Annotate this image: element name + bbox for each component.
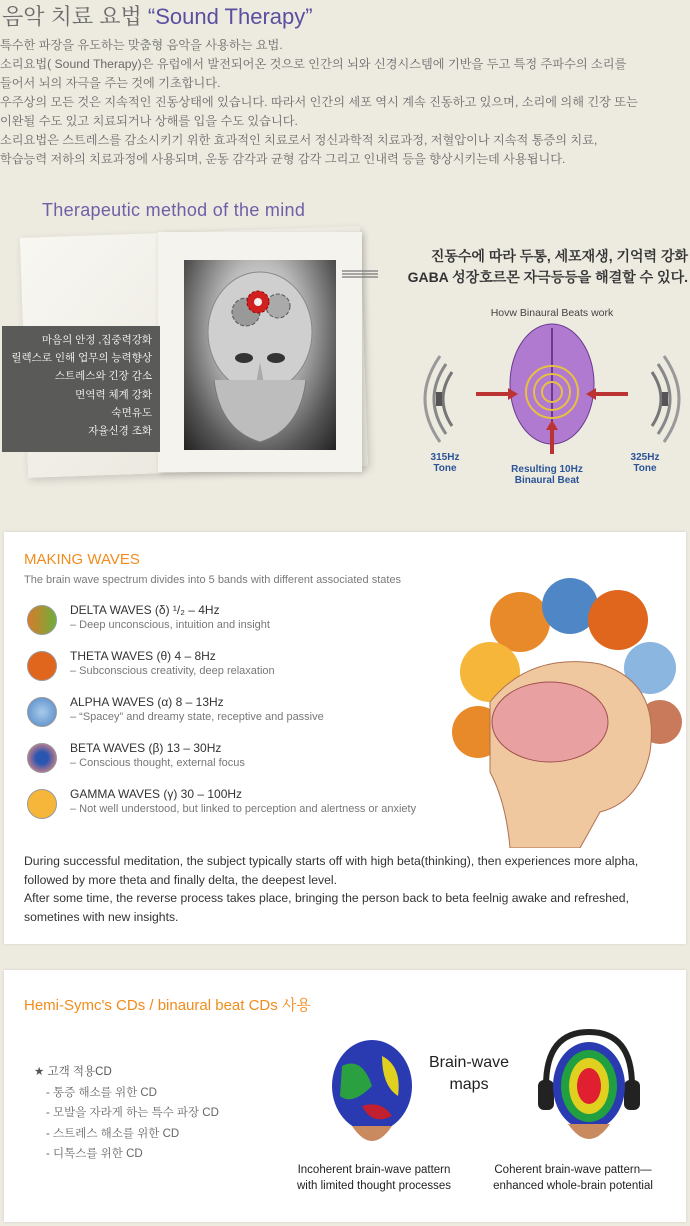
wave-name: GAMMA WAVES (γ) 30 – 100Hz <box>70 787 243 801</box>
hemi-sync-section <box>4 970 686 1222</box>
meditation-text <box>24 852 664 926</box>
wave-name: DELTA WAVES (δ) ¹/₂ – 4Hz <box>70 603 220 617</box>
right-tone-label: 325Hz Tone <box>630 452 660 474</box>
wave-desc: – Conscious thought, external focus <box>70 757 245 769</box>
cd-list <box>34 1062 219 1165</box>
beta-color-swatch <box>27 743 57 773</box>
theta-color-swatch <box>27 651 57 681</box>
alpha-color-swatch <box>27 697 57 727</box>
intro-line: 소리요법( Sound Therapy)은 유럽에서 발전되어온 것으로 인간의 뇌와 신경시스템에 기반을 두고 특정 주파수의 소리를 <box>0 57 627 71</box>
result-beat-label: Resulting 10Hz Binaural Beat <box>511 464 583 486</box>
wave-name: BETA WAVES (β) 13 – 30Hz <box>70 741 222 755</box>
intro-line: 소리요법은 스트레스를 감소시키기 위한 효과적인 치료로서 정신과학적 치료과정, 저혈압이나 지속적 통증의 치료, <box>0 133 598 147</box>
coherent-brain-map-icon <box>534 1026 644 1156</box>
caption-coherent: Coherent brain-wave pattern— enhanced whole-brain potential <box>493 1164 653 1192</box>
caption-incoherent: Incoherent brain-wave pattern with limited thought processes <box>296 1164 452 1192</box>
left-tone-label: 315Hz Tone <box>430 452 460 474</box>
benefits-panel <box>2 326 160 452</box>
paragraph: After some time, the reverse process takes place, bringing the person back to beta feelnig awake and refreshed, sometines with new insights. <box>24 891 629 924</box>
cd-list-item: - 통증 해소를 위한 CD <box>46 1086 157 1099</box>
cd-list-heading: ★ 고객 적용CD <box>34 1066 112 1078</box>
right-sound-waves-icon <box>652 356 679 442</box>
wave-item-gamma <box>24 786 484 822</box>
effect-statement <box>384 246 688 288</box>
brain-wave-maps-label: Brain-wave maps <box>428 1054 510 1093</box>
paragraph: During successful meditation, the subject typically starts off with high beta(thinking), then experiences more alpha, followed by more theta and finally delta, the deepest level. <box>24 854 639 887</box>
benefit-item: 스트레스와 긴장 감소 <box>54 370 152 383</box>
brain-swirls-illustration <box>450 572 682 848</box>
benefit-item: 자율신경 조화 <box>88 425 152 438</box>
effect-line: GABA 성장호르몬 자극등등을 해결할 수 있다. <box>407 269 688 285</box>
title-korean: 음악 치료 요법 <box>2 4 142 29</box>
binaural-title: Hovw Binaural Beats work <box>490 307 614 319</box>
wave-name: ALPHA WAVES (α) 8 – 13Hz <box>70 695 224 709</box>
cd-list-item: - 스트레스 해소를 위한 CD <box>46 1127 180 1140</box>
intro-line: 우주상의 모든 것은 지속적인 진동상태에 있습니다. 따라서 인간의 세포 역시 계속 진동하고 있으며, 소리에 의해 긴장 또는 <box>0 95 638 109</box>
left-sound-waves-icon <box>425 356 452 442</box>
cd-list-item: - 디톡스를 위한 CD <box>46 1148 143 1160</box>
wave-item-delta <box>24 602 484 638</box>
benefit-item: 숙면유도 <box>111 406 152 419</box>
wave-item-theta <box>24 648 484 684</box>
binaural-beats-diagram <box>416 304 688 494</box>
page-title <box>2 0 313 31</box>
wave-item-alpha <box>24 694 484 730</box>
benefit-item: 면역력 체계 강화 <box>75 388 152 401</box>
intro-line: 특수한 파장을 유도하는 맞춤형 음악을 사용하는 요법. <box>0 38 283 52</box>
intro-line: 들어서 뇌의 자극을 주는 것에 기초합니다. <box>0 76 221 90</box>
making-waves-title: MAKING WAVES <box>24 551 140 568</box>
benefit-item: 릴렉스로 인해 업무의 능력향상 <box>11 352 152 365</box>
benefit-item: 마음의 안정 ,집중력강화 <box>41 334 152 346</box>
wave-desc: – “Spacey” and dreamy state, receptive and passive <box>70 711 324 723</box>
intro-line: 학습능력 저하의 치료과정에 사용되며, 운동 감각과 균형 감각 그리고 인내력 등을 향상시키는데 사용됩니다. <box>0 152 566 166</box>
gamma-color-swatch <box>27 789 57 819</box>
making-waves-section <box>4 532 686 944</box>
delta-color-swatch <box>27 605 57 635</box>
making-waves-subtitle: The brain wave spectrum divides into 5 bands with different associated states <box>24 574 402 586</box>
wave-name: THETA WAVES (θ) 4 – 8Hz <box>70 649 216 663</box>
connector-lines-icon <box>340 268 380 280</box>
head-gears-image <box>184 260 336 450</box>
hemi-sync-title: Hemi-Symc's CDs / binaural beat CDs 사용 <box>24 997 311 1014</box>
wave-desc: – Subconscious creativity, deep relaxation <box>70 665 275 677</box>
intro-line: 이완될 수도 있고 치료되거나 상해를 입을 수도 있습니다. <box>0 114 298 128</box>
effect-line: 진동수에 따라 두통, 세포재생, 기억력 강화 <box>430 248 688 264</box>
title-english: “Sound Therapy” <box>147 4 313 29</box>
intro-text <box>0 36 688 169</box>
wave-desc: – Deep unconscious, intuition and insight <box>70 619 270 631</box>
cd-list-item: - 모발을 자라게 하는 특수 파장 CD <box>46 1107 219 1119</box>
wave-desc: – Not well understood, but linked to perception and alertness or anxiety <box>70 803 417 815</box>
wave-item-beta <box>24 740 484 776</box>
section-subtitle: Therapeutic method of the mind <box>42 200 306 220</box>
incoherent-brain-map-icon <box>322 1036 422 1156</box>
